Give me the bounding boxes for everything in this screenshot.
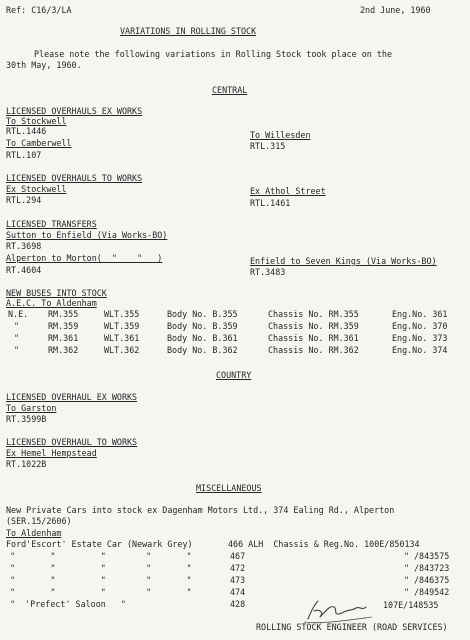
reference-number: Ref: C16/3/LA [6, 5, 72, 15]
document-title: VARIATIONS IN ROLLING STOCK [120, 26, 257, 36]
subheading-overhaul-to-works: LICENSED OVERHAUL TO WORKS [6, 437, 138, 447]
vehicle-number: RT.1022B [6, 459, 47, 469]
subheading-overhauls-to-works: LICENSED OVERHAULS TO WORKS [6, 173, 143, 183]
car-number: 472 [230, 563, 246, 573]
fleet-number-cell: RM.362 [48, 345, 79, 355]
body-number-cell: Body No. B.362 [167, 345, 238, 355]
fleet-number-cell: RM.359 [48, 321, 79, 331]
misc-destination: To Aldenham [6, 528, 62, 538]
engine-number-cell: Eng.No. 361 [392, 309, 448, 319]
operator-cell: " [14, 321, 20, 331]
signatory-title: ROLLING STOCK ENGINEER (ROAD SERVICES) [256, 622, 448, 632]
section-heading-miscellaneous: MISCELLANEOUS [196, 483, 262, 493]
destination-label: To Camberwell [6, 138, 72, 148]
section-heading-country: COUNTRY [216, 370, 252, 380]
transfer-route: Sutton to Enfield (Via Works-BO) [6, 230, 168, 240]
chassis-number: /849542 [414, 587, 450, 597]
chassis-number: /843575 [414, 551, 450, 561]
chassis-number-cell: Chassis No. RM.355 [268, 309, 359, 319]
vehicle-number: RT.4604 [6, 265, 42, 275]
destination-label: To Stockwell [6, 116, 67, 126]
car-number: 467 [230, 551, 246, 561]
operator-cell: N.E. [8, 309, 29, 319]
vehicle-number: RTL.315 [250, 141, 286, 151]
subheading-overhaul-ex-works: LICENSED OVERHAUL EX WORKS [6, 392, 138, 402]
chassis-number-cell: Chassis No. RM.362 [268, 345, 359, 355]
car-number: 473 [230, 575, 246, 585]
chassis-number: 107E/148535 [383, 600, 439, 610]
car-number: 428 [230, 599, 246, 609]
operator-cell: " [14, 333, 20, 343]
vehicle-number: RTL.1446 [6, 126, 47, 136]
intro-line-2: 30th May, 1960. [6, 60, 82, 70]
subheading-overhauls-ex-works: LICENSED OVERHAULS EX WORKS [6, 106, 143, 116]
vehicle-number: RT.3599B [6, 414, 47, 424]
chassis-number: /843723 [414, 563, 450, 573]
chassis-number-cell: Chassis No. RM.359 [268, 321, 359, 331]
subheading-transfers: LICENSED TRANSFERS [6, 219, 97, 229]
fleet-number-cell: RM.361 [48, 333, 79, 343]
destination-label: To Willesden [250, 130, 311, 140]
ditto-row: " " " " " [10, 587, 192, 597]
ditto-row: " 'Prefect' Saloon " [10, 599, 126, 609]
section-heading-central: CENTRAL [212, 85, 248, 95]
ditto-mark: " [404, 551, 410, 561]
operator-cell: " [14, 345, 20, 355]
car-row-details: 466 ALH Chassis & Reg.No. 100E/850134 [228, 539, 420, 549]
car-row-left: Ford'Escort' Estate Car (Newark Grey) [6, 539, 193, 549]
ditto-row: " " " " " [10, 563, 192, 573]
engine-number-cell: Eng.No. 370 [392, 321, 448, 331]
document-date: 2nd June, 1960 [360, 5, 431, 15]
body-number-cell: Body No. B.359 [167, 321, 238, 331]
origin-label: Ex Stockwell [6, 184, 67, 194]
registration-cell: WLT.355 [104, 309, 140, 319]
transfer-route: Alperton to Morton( " " ) [6, 253, 163, 263]
misc-line-2: (SER.15/2606) [6, 516, 72, 526]
origin-label: Ex Athol Street [250, 186, 326, 196]
new-buses-destination: A.E.C. To Aldenham [6, 298, 97, 308]
chassis-number-cell: Chassis No. RM.361 [268, 333, 359, 343]
misc-line-1: New Private Cars into stock ex Dagenham Motors Ltd., 374 Ealing Rd., Alperton [6, 505, 395, 515]
origin-label: Ex Hemel Hempstead [6, 448, 97, 458]
vehicle-number: RT.3698 [6, 241, 42, 251]
destination-label: To Garston [6, 403, 57, 413]
engine-number-cell: Eng.No. 373 [392, 333, 448, 343]
ditto-row: " " " " " [10, 575, 192, 585]
intro-line-1: Please note the following variations in Rolling Stock took place on the [34, 49, 392, 59]
body-number-cell: Body No. B.355 [167, 309, 238, 319]
registration-cell: WLT.362 [104, 345, 140, 355]
registration-cell: WLT.361 [104, 333, 140, 343]
body-number-cell: Body No. B.361 [167, 333, 238, 343]
car-number: 474 [230, 587, 246, 597]
ditto-mark: " [404, 575, 410, 585]
vehicle-number: RTL.1461 [250, 198, 291, 208]
registration-cell: WLT.359 [104, 321, 140, 331]
transfer-route: Enfield to Seven Kings (Via Works-BO) [250, 256, 437, 266]
ditto-mark: " [404, 563, 410, 573]
subheading-new-buses: NEW BUSES INTO STOCK [6, 288, 107, 298]
handwritten-signature [302, 595, 374, 625]
fleet-number-cell: RM.355 [48, 309, 79, 319]
vehicle-number: RTL.107 [6, 150, 42, 160]
vehicle-number: RTL.294 [6, 195, 42, 205]
chassis-number: /846375 [414, 575, 450, 585]
ditto-mark: " [404, 587, 410, 597]
vehicle-number: RT.3483 [250, 267, 286, 277]
engine-number-cell: Eng.No. 374 [392, 345, 448, 355]
ditto-row: " " " " " [10, 551, 192, 561]
